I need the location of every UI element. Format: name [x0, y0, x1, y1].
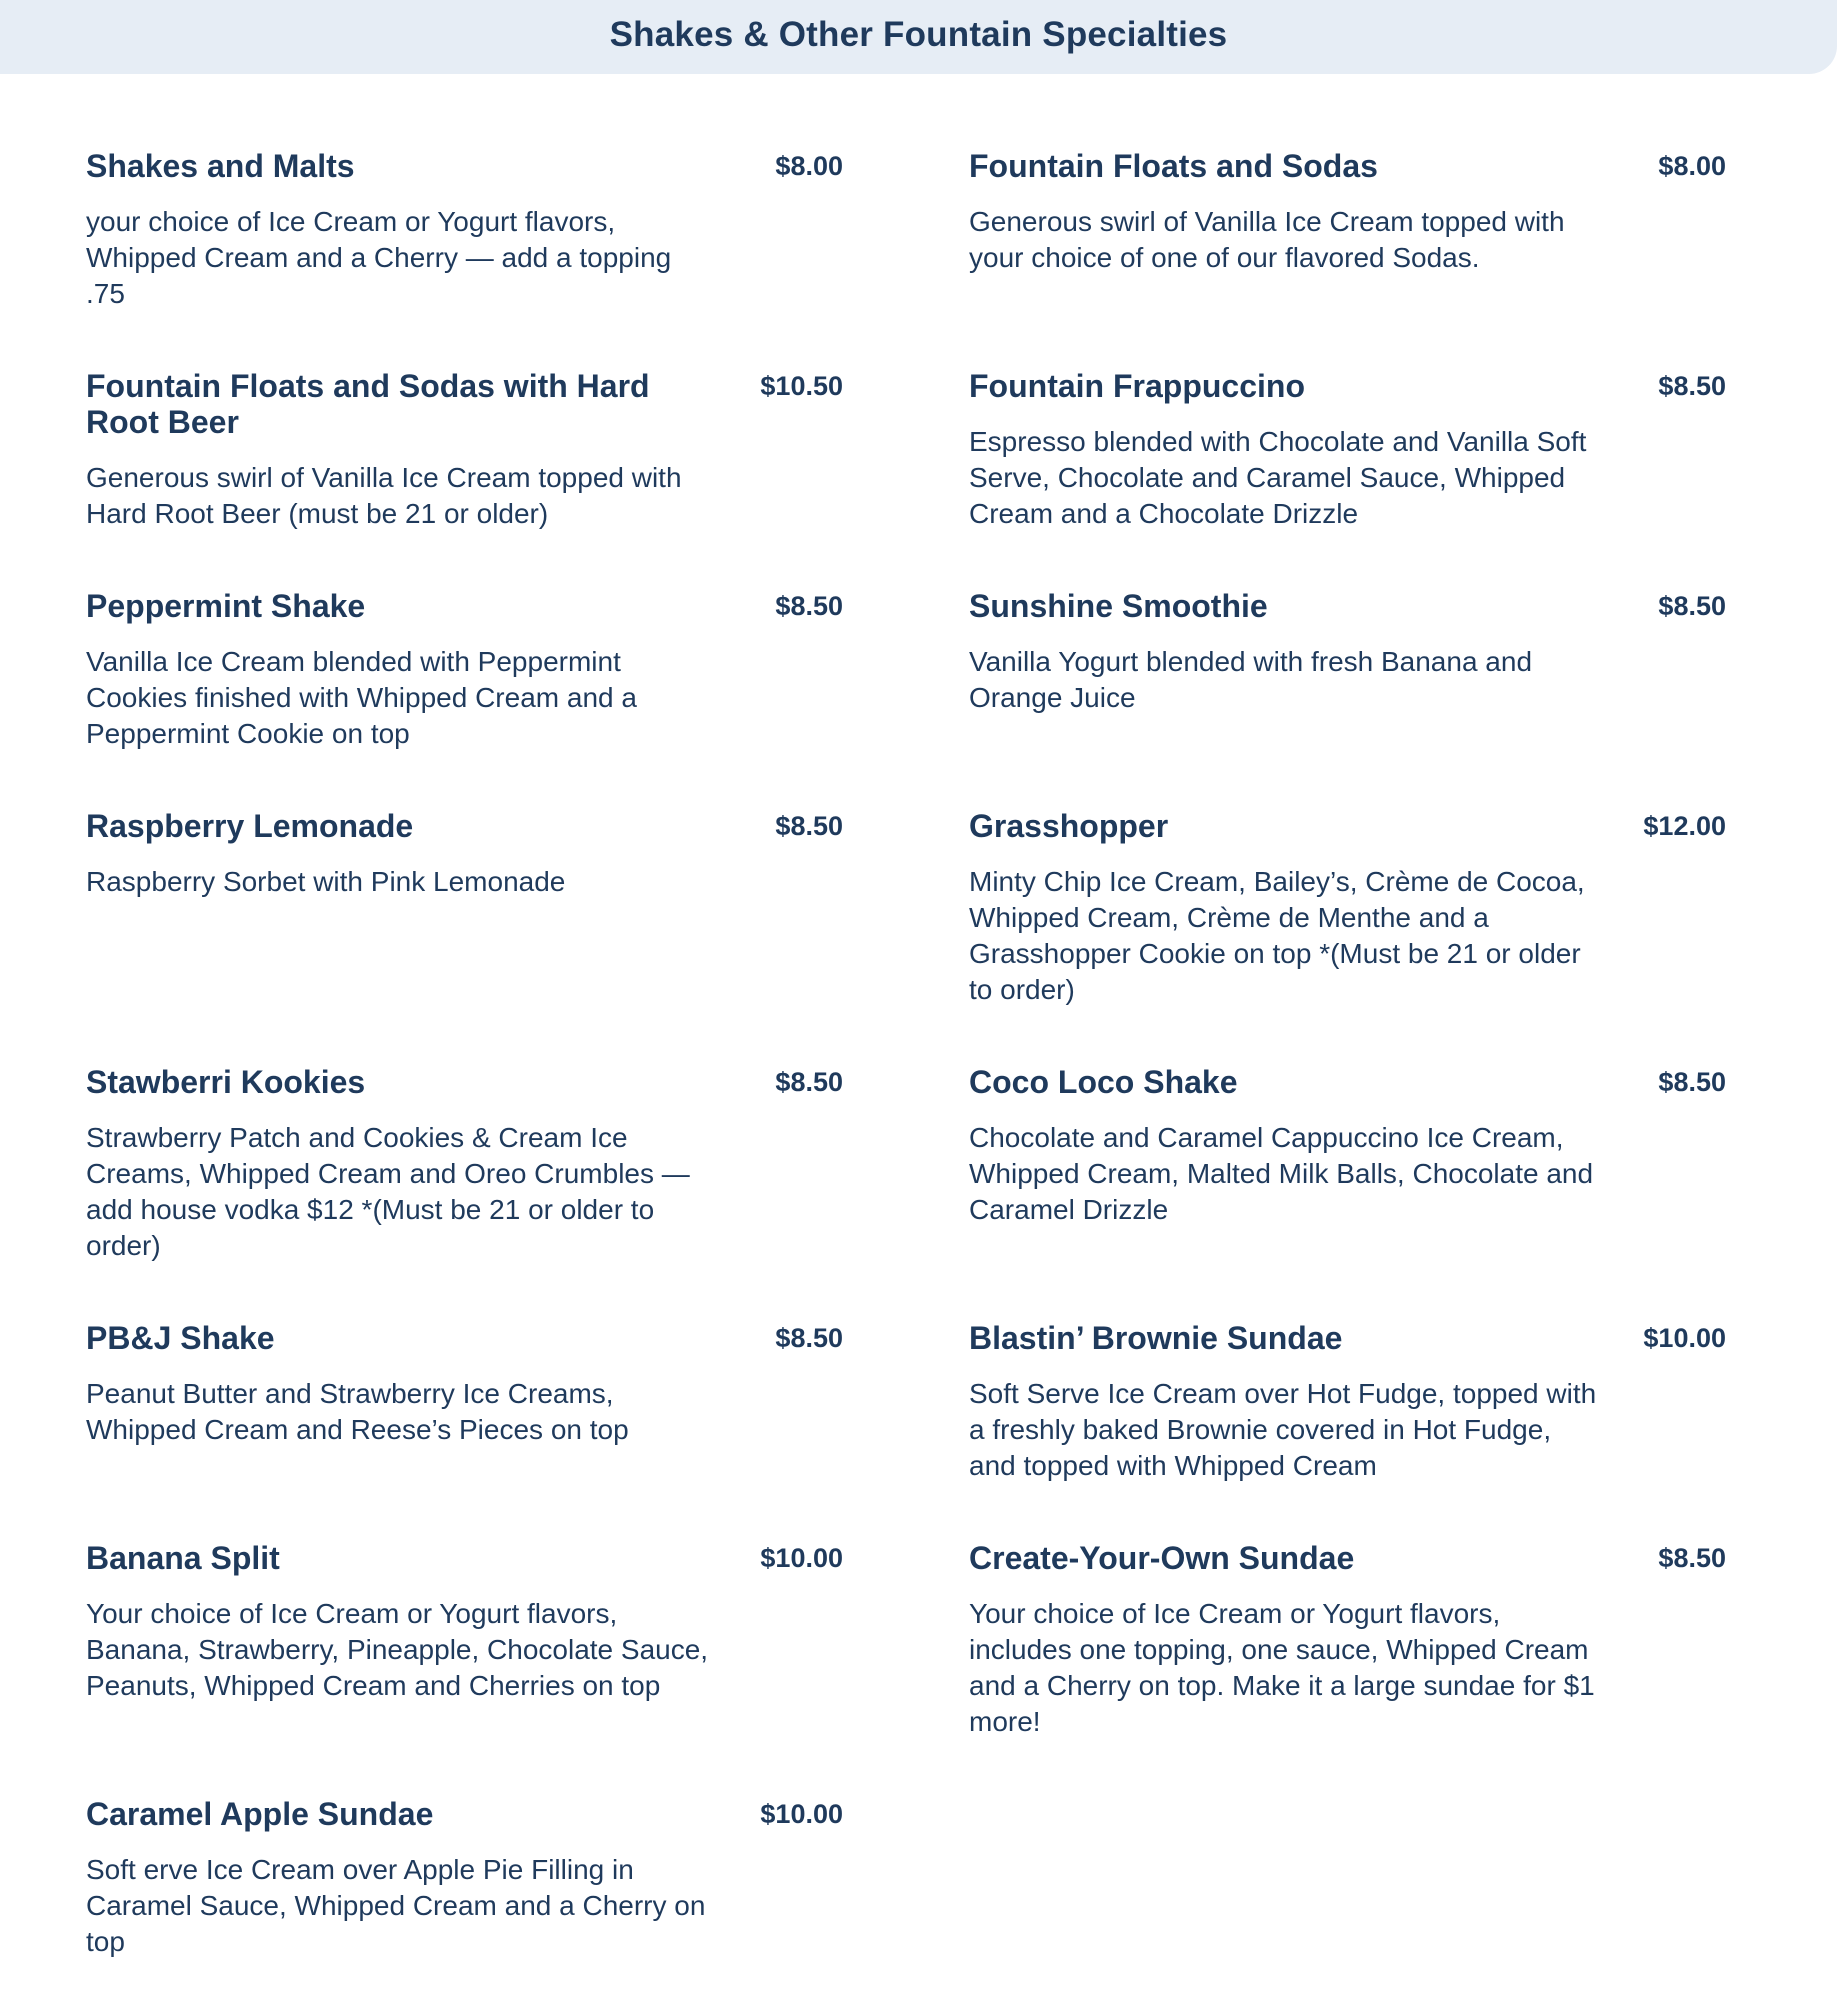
item-description: your choice of Ice Cream or Yogurt flavors, Whipped Cream and a Cherry — add a topping .75 [86, 206, 672, 309]
item-price: $10.50 [760, 371, 843, 401]
item-description: Vanilla Yogurt blended with fresh Banana and Orange Juice [969, 646, 1533, 713]
item-price: $8.50 [775, 811, 843, 841]
item-name: Fountain Floats and Sodas with Hard Root Beer [86, 368, 650, 440]
menu-item-pbj-shake [86, 1320, 843, 1540]
item-description: Soft erve Ice Cream over Apple Pie Filling in Caramel Sauce, Whipped Cream and a Cherry on top [86, 1854, 706, 1957]
item-price: $8.50 [1658, 1067, 1726, 1097]
dot-leader [1380, 1540, 1610, 1576]
dot-leader [391, 1064, 727, 1100]
item-description: Strawberry Patch and Cookies & Cream Ice Creams, Whipped Cream and Oreo Crumbles — add house vodka $12 *(Must be 21 or older to order) [86, 1122, 690, 1261]
item-header [86, 1796, 843, 1832]
item-header [969, 1064, 1726, 1100]
menu-item-create-your-own-sundae [969, 1540, 1726, 1796]
item-description: Peanut Butter and Strawberry Ice Creams, Whipped Cream and Reese’s Pieces on top [86, 1378, 629, 1445]
item-name: Shakes and Malts [86, 148, 355, 184]
item-name: Raspberry Lemonade [86, 808, 414, 844]
item-description: Minty Chip Ice Cream, Bailey’s, Crème de Cocoa, Whipped Cream, Crème de Menthe and a Grasshopper Cookie on top *(Must be 21 or older to order) [969, 866, 1585, 1005]
menu-item-shakes-and-malts [86, 148, 843, 368]
item-name: Fountain Frappuccino [969, 368, 1305, 404]
item-header [86, 1320, 843, 1356]
dot-leader [1294, 588, 1610, 624]
item-description: Generous swirl of Vanilla Ice Cream topped with Hard Root Beer (must be 21 or older) [86, 462, 682, 529]
item-description: Vanilla Ice Cream blended with Peppermint Cookies finished with Whipped Cream and a Peppermint Cookie on top [86, 646, 637, 749]
leader-spacer [712, 368, 727, 404]
item-name: Coco Loco Shake [969, 1064, 1238, 1100]
menu-item-peppermint-shake [86, 588, 843, 808]
dot-leader [391, 588, 727, 624]
item-name: Create-Your-Own Sundae [969, 1540, 1355, 1576]
item-price: $8.50 [775, 1323, 843, 1353]
item-description: Soft Serve Ice Cream over Hot Fudge, topped with a freshly baked Brownie covered in Hot Fudge, and topped with Whipped Cream [969, 1378, 1597, 1481]
dot-leader [1404, 148, 1610, 184]
item-name: Banana Split [86, 1540, 280, 1576]
item-price: $8.50 [1658, 591, 1726, 621]
item-price: $8.50 [1658, 371, 1726, 401]
empty-cell [969, 1796, 1726, 2016]
dot-leader [1368, 1320, 1610, 1356]
item-header [969, 368, 1726, 404]
header-bar [0, 0, 1837, 74]
item-header [86, 148, 843, 184]
item-name: Blastin’ Brownie Sundae [969, 1320, 1343, 1356]
item-description: Generous swirl of Vanilla Ice Cream topped with your choice of one of our flavored Sodas. [969, 206, 1565, 273]
item-price: $10.00 [760, 1543, 843, 1573]
item-description: Chocolate and Caramel Cappuccino Ice Cream, Whipped Cream, Malted Milk Balls, Chocolate and Caramel Drizzle [969, 1122, 1594, 1225]
item-price: $8.00 [1658, 151, 1726, 181]
item-name: Peppermint Shake [86, 588, 366, 624]
dot-leader [459, 1796, 727, 1832]
menu-item-banana-split [86, 1540, 843, 1796]
item-name: Sunshine Smoothie [969, 588, 1268, 624]
item-price: $8.50 [1658, 1543, 1726, 1573]
item-description: Raspberry Sorbet with Pink Lemonade [86, 866, 566, 897]
item-price: $10.00 [760, 1799, 843, 1829]
item-header [86, 1064, 843, 1100]
item-header [969, 1540, 1726, 1576]
item-price: $8.00 [775, 151, 843, 181]
item-description: Your choice of Ice Cream or Yogurt flavors, includes one topping, one sauce, Whipped Cream and a Cherry on top. Make it a large sundae for $1 more! [969, 1598, 1595, 1737]
page-title: Shakes & Other Fountain Specialties [609, 15, 1228, 54]
menu-item-coco-loco-shake [969, 1064, 1726, 1320]
item-name: Caramel Apple Sundae [86, 1796, 434, 1832]
item-price: $10.00 [1643, 1323, 1726, 1353]
menu-item-blastin-brownie-sundae [969, 1320, 1726, 1540]
dot-leader [306, 1540, 727, 1576]
item-header [86, 808, 843, 844]
item-header [969, 1320, 1726, 1356]
dot-leader [1331, 368, 1610, 404]
menu-item-grasshopper [969, 808, 1726, 1064]
item-name: PB&J Shake [86, 1320, 275, 1356]
item-header [86, 588, 843, 624]
item-name: Grasshopper [969, 808, 1169, 844]
dot-leader [1194, 808, 1610, 844]
dot-leader [381, 148, 727, 184]
menu-item-sunshine-smoothie [969, 588, 1726, 808]
item-name: Fountain Floats and Sodas [969, 148, 1378, 184]
menu-item-fountain-floats-hard-root-beer [86, 368, 843, 588]
dot-leader [1264, 1064, 1611, 1100]
menu-item-fountain-floats-and-sodas [969, 148, 1726, 368]
menu-item-raspberry-lemonade [86, 808, 843, 1064]
item-header [86, 368, 843, 440]
item-price: $8.50 [775, 591, 843, 621]
item-header [969, 588, 1726, 624]
menu-item-fountain-frappuccino [969, 368, 1726, 588]
menu-item-caramel-apple-sundae [86, 1796, 843, 2016]
item-price: $8.50 [775, 1067, 843, 1097]
menu-item-stawberri-kookies [86, 1064, 843, 1320]
item-description: Espresso blended with Chocolate and Vanilla Soft Serve, Chocolate and Caramel Sauce, Whipped Cream and a Chocolate Drizzle [969, 426, 1587, 529]
item-header [969, 808, 1726, 844]
item-price: $12.00 [1643, 811, 1726, 841]
item-header [969, 148, 1726, 184]
item-header [86, 1540, 843, 1576]
dot-leader [439, 808, 727, 844]
menu-grid [86, 148, 1726, 2016]
item-description: Your choice of Ice Cream or Yogurt flavors, Banana, Strawberry, Pineapple, Chocolate Sauce, Peanuts, Whipped Cream and Cherries on top [86, 1598, 709, 1701]
item-name: Stawberri Kookies [86, 1064, 366, 1100]
dot-leader [301, 1320, 727, 1356]
